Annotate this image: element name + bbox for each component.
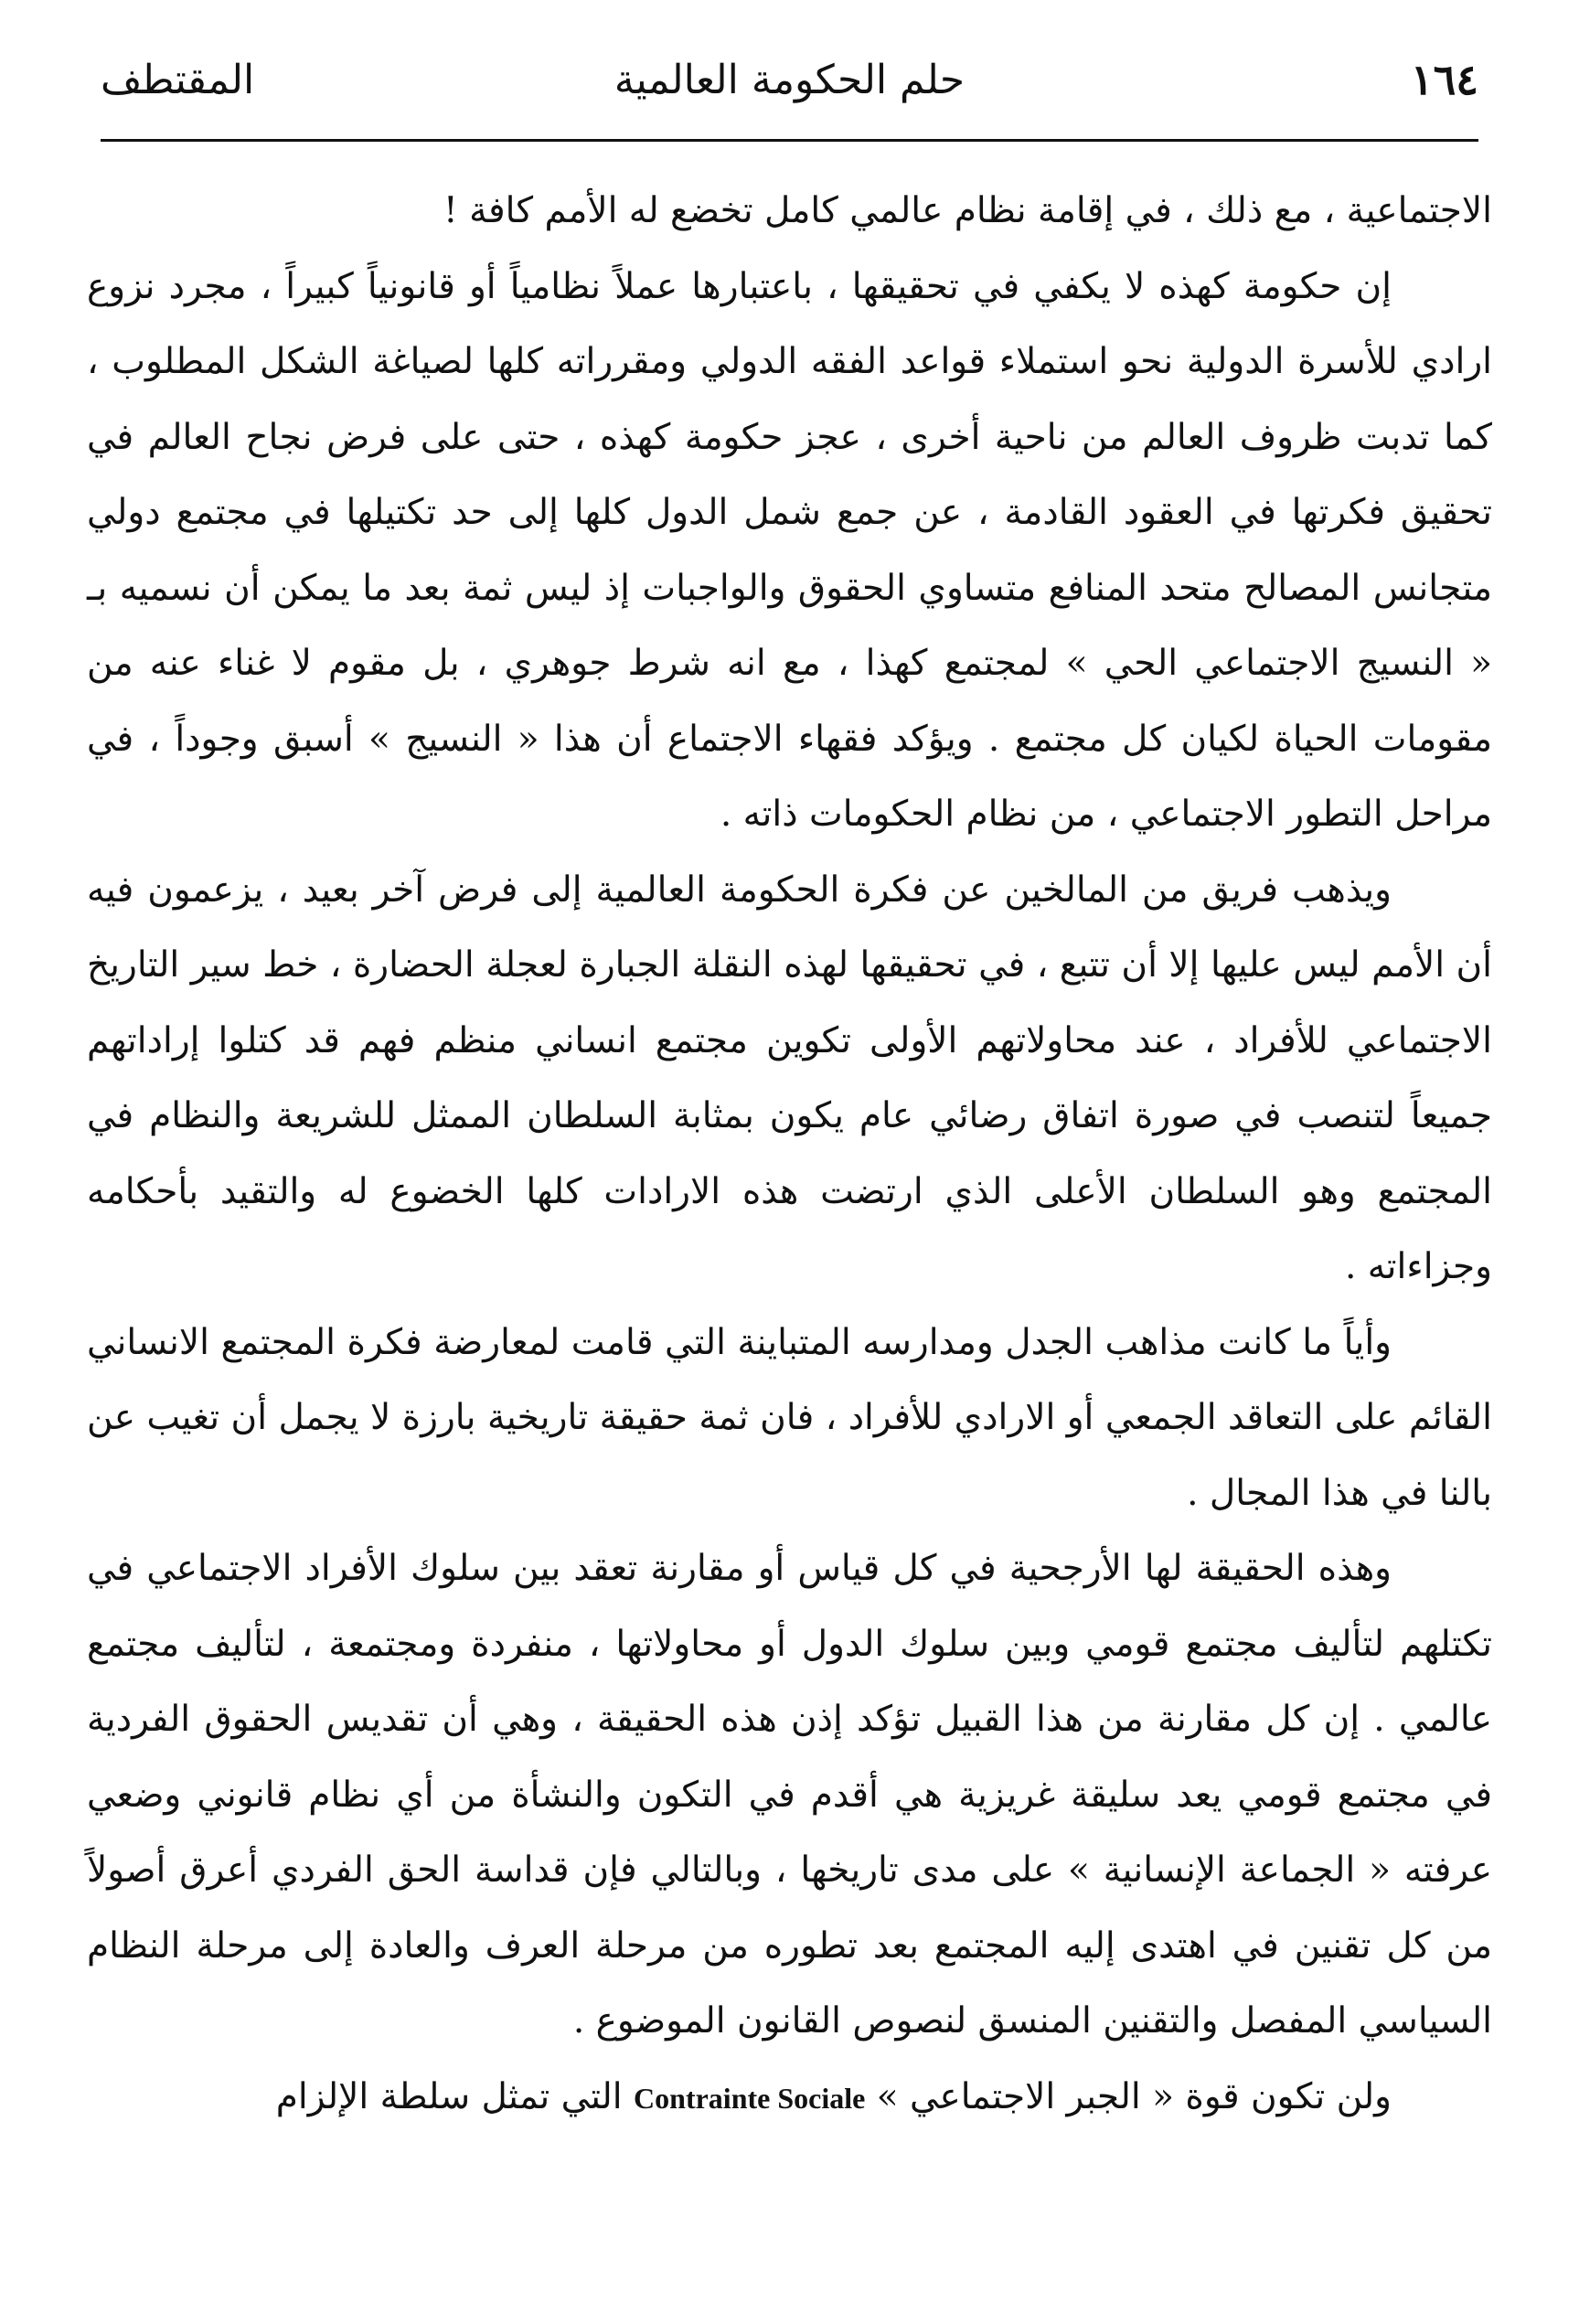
paragraph: إن حكومة كهذه لا يكفي في تحقيقها ، باعتبارها عملاً نظامياً أو قانونياً كبيراً ، مجرد نزوع ارادي للأسرة الدولية نحو استملاء قواعد الفقه الدولي ومقرراته كلها لصياغة الشكل المطلوب ، كما تدبت ظروف العالم من ناحية أخرى ، عجز حكومة كهذه ، حتى على فرض نجاح العالم في تحقيق فكرتها في العقود القادمة ، عن جمع شمل الدول كلها إلى حد تكتيلها في مجتمع دولي متجانس المصالح متحد المنافع متساوي الحقوق والواجبات إذ ليس ثمة بعد ما يمكن أن نسميه بـ « النسيج الاجتماعي الحي » لمجتمع كهذا ، مع انه شرط جوهري ، بل مقوم لا غناء عنه من مقومات الحياة لكيان كل مجتمع . ويؤكد فقهاء الاجتماع أن هذا « النسيج » أسبق وجوداً ، في مراحل التطور الاجتماعي ، من نظام الحكومات ذاته . (87, 265, 1493, 835)
paragraph: وهذه الحقيقة لها الأرجحية في كل قياس أو مقارنة تعقد بين سلوك الأفراد الاجتماعي في تكتلهم لتأليف مجتمع قومي وبين سلوك الدول أو محاولاتها ، منفردة ومجتمعة ، لتأليف مجتمع عالمي . إن كل مقارنة من هذا القبيل تؤكد إذن هذه الحقيقة ، وهي أن تقديس الحقوق الفردية في مجتمع قومي يعد سليقة غريزية هي أقدم في التكون والنشأة من أي نظام قانوني وضعي عرفته « الجماعة الإنسانية » على مدى تاريخها ، وبالتالي فإن قداسة الحق الفردي أعرق أصولاً من كل تقنين في اهتدى إليه المجتمع بعد تطوره من مرحلة العرف والعادة إلى مرحلة النظام السياسي المفصل والتقنين المنسق لنصوص القانون الموضوع . (87, 1548, 1492, 2041)
header-divider (101, 139, 1478, 142)
paragraph: ويذهب فريق من المالخين عن فكرة الحكومة العالمية إلى فرض آخر بعيد ، يزعمون فيه أن الأمم ليس عليها إلا أن تتبع ، في تحقيقها لهذه النقلة الجبارة لعجلة الحضارة ، خط سير التاريخ الاجتماعي للأفراد ، عند محاولاتهم الأولى تكوين مجتمع انساني منظم فهم قد كتلوا إراداتهم جميعاً لتنصب في صورة اتفاق رضائي عام يكون بمثابة السلطان الممثل للشريعة والنظام في المجتمع وهو السلطان الأعلى الذي ارتضت هذه الارادات كلها الخضوع له والتقيد بأحكامه وجزاءاته . (87, 869, 1492, 1287)
page-header (101, 55, 1478, 119)
paragraph: وأياً ما كانت مذاهب الجدل ومدارسه المتباينة التي قامت لمعارضة فكرة المجتمع الانساني القائم على التعاقد الجمعي أو الارادي للأفراد ، فان ثمة حقيقة تاريخية بارزة لا يجمل أن تغيب عن بالنا في هذا المجال . (87, 1321, 1492, 1514)
paragraph-continuation: الاجتماعية ، مع ذلك ، في إقامة نظام عالمي كامل تخضع له الأمم كافة ! (443, 190, 1492, 231)
page-number: ١٦٤ (1410, 55, 1478, 104)
paragraph-last-line (87, 2060, 1492, 2137)
journal-name: المقتطف (101, 57, 255, 103)
last-line-arabic-end: التي تمثل سلطة الإلزام (275, 2075, 623, 2117)
latin-term: Contrainte Sociale (634, 2081, 866, 2115)
article-body (87, 174, 1492, 2136)
running-title: حلم الحكومة العالمية (613, 57, 966, 103)
last-line-arabic-start: ولن تكون قوة « الجبر الاجتماعي » (876, 2075, 1392, 2117)
